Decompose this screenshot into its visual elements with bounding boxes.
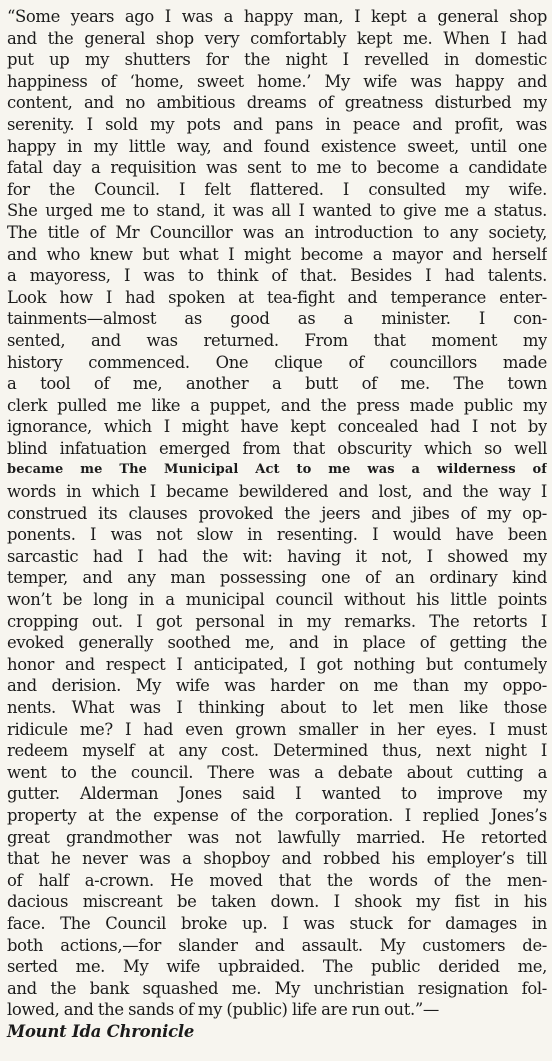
text-line: a mayoress, I was to think of that. Besides I had talents. <box>7 266 547 286</box>
text-line: ignorance, which I might have kept concealed had I not by <box>7 417 547 437</box>
text-line: both actions,—for slander and assault. My customers de- <box>7 935 547 955</box>
text-line: and who knew but what I might become a mayor and herself <box>7 244 547 264</box>
text-line: redeem myself at any cost. Determined thus, next night I <box>7 741 547 761</box>
text-line: words in which I became bewildered and lost, and the way I <box>7 482 547 502</box>
text-line: property at the expense of the corporation. I replied Jones’s <box>7 805 547 825</box>
text-line: ponents. I was not slow in resenting. I would have been <box>7 525 547 545</box>
text-line: face. The Council broke up. I was stuck for damages in <box>7 913 547 933</box>
text-line: happiness of ‘home, sweet home.’ My wife was happy and <box>7 71 547 91</box>
text-line: sarcastic had I had the wit: having it not, I showed my <box>7 546 547 566</box>
text-line: history commenced. One clique of councillors made <box>7 352 547 372</box>
text-line: and derision. My wife was harder on me than my oppo- <box>7 676 547 696</box>
text-line: serenity. I sold my pots and pans in peace and profit, was <box>7 114 547 134</box>
text-line: serted me. My wife upbraided. The public derided me, <box>7 957 547 977</box>
text-line: happy in my little way, and found existence sweet, until one <box>7 136 547 156</box>
text-line: nents. What was I thinking about to let men like those <box>7 698 547 717</box>
text-line: went to the council. There was a debate about cutting a <box>7 762 547 782</box>
text-line: temper, and any man possessing one of an ordinary kind <box>7 568 547 588</box>
text-line: ridicule me? I had even grown smaller in her eyes. I must <box>7 719 547 739</box>
text-line: Look how I had spoken at tea-fight and temperance enter- <box>7 287 547 307</box>
text-line: blind infatuation emerged from that obscurity which so well <box>7 438 547 458</box>
text-line: “Some years ago I was a happy man, I kept a general shop <box>7 7 547 26</box>
text-line: became me The Municipal Act to me was a wilderness of <box>7 462 547 478</box>
text-line: that he never was a shopboy and robbed his employer’s till <box>7 849 547 869</box>
text-line: gutter. Alderman Jones said I wanted to improve my <box>7 784 547 804</box>
text-line: dacious miscreant be taken down. I shook my fist in his <box>7 892 547 912</box>
text-line: of half a-crown. He moved that the words of the men- <box>7 870 547 890</box>
text-line: and the general shop very comfortably kept me. When I had <box>7 28 547 48</box>
text-line: great grandmother was not lawfully married. He retorted <box>7 827 547 847</box>
text-line: fatal day a requisition was sent to me to become a candidate <box>7 158 547 178</box>
text-line: tainments—almost as good as a minister. I con- <box>7 309 547 329</box>
text-line: She urged me to stand, it was all I wanted to give me a status. <box>7 201 547 221</box>
text-line: a tool of me, another a butt of me. The town <box>7 374 547 394</box>
text-line: for the Council. I felt flattered. I consulted my wife. <box>7 179 547 199</box>
text-line: sented, and was returned. From that moment my <box>7 330 547 350</box>
text-line: evoked generally soothed me, and in place of getting the <box>7 633 547 653</box>
text-line: won’t be long in a municipal council without his little points <box>7 590 547 610</box>
text-line: The title of Mr Councillor was an introduction to any society, <box>7 222 547 242</box>
text-line: put up my shutters for the night I revelled in domestic <box>7 50 547 70</box>
text-line: cropping out. I got personal in my remarks. The retorts I <box>7 611 547 631</box>
text-line: construed its clauses provoked the jeers and jibes of my op- <box>7 503 547 523</box>
article-body <box>7 6 547 1021</box>
text-line: clerk pulled me like a puppet, and the press made public my <box>7 395 547 415</box>
source-credit: Mount Ida Chronicle <box>7 1021 195 1041</box>
text-line: lowed, and the sands of my (public) life are run out.”— <box>7 1000 439 1020</box>
text-line: honor and respect I anticipated, I got nothing but contumely <box>7 654 547 674</box>
text-line: content, and no ambitious dreams of greatness disturbed my <box>7 93 547 113</box>
text-line: and the bank squashed me. My unchristian resignation fol- <box>7 978 547 998</box>
